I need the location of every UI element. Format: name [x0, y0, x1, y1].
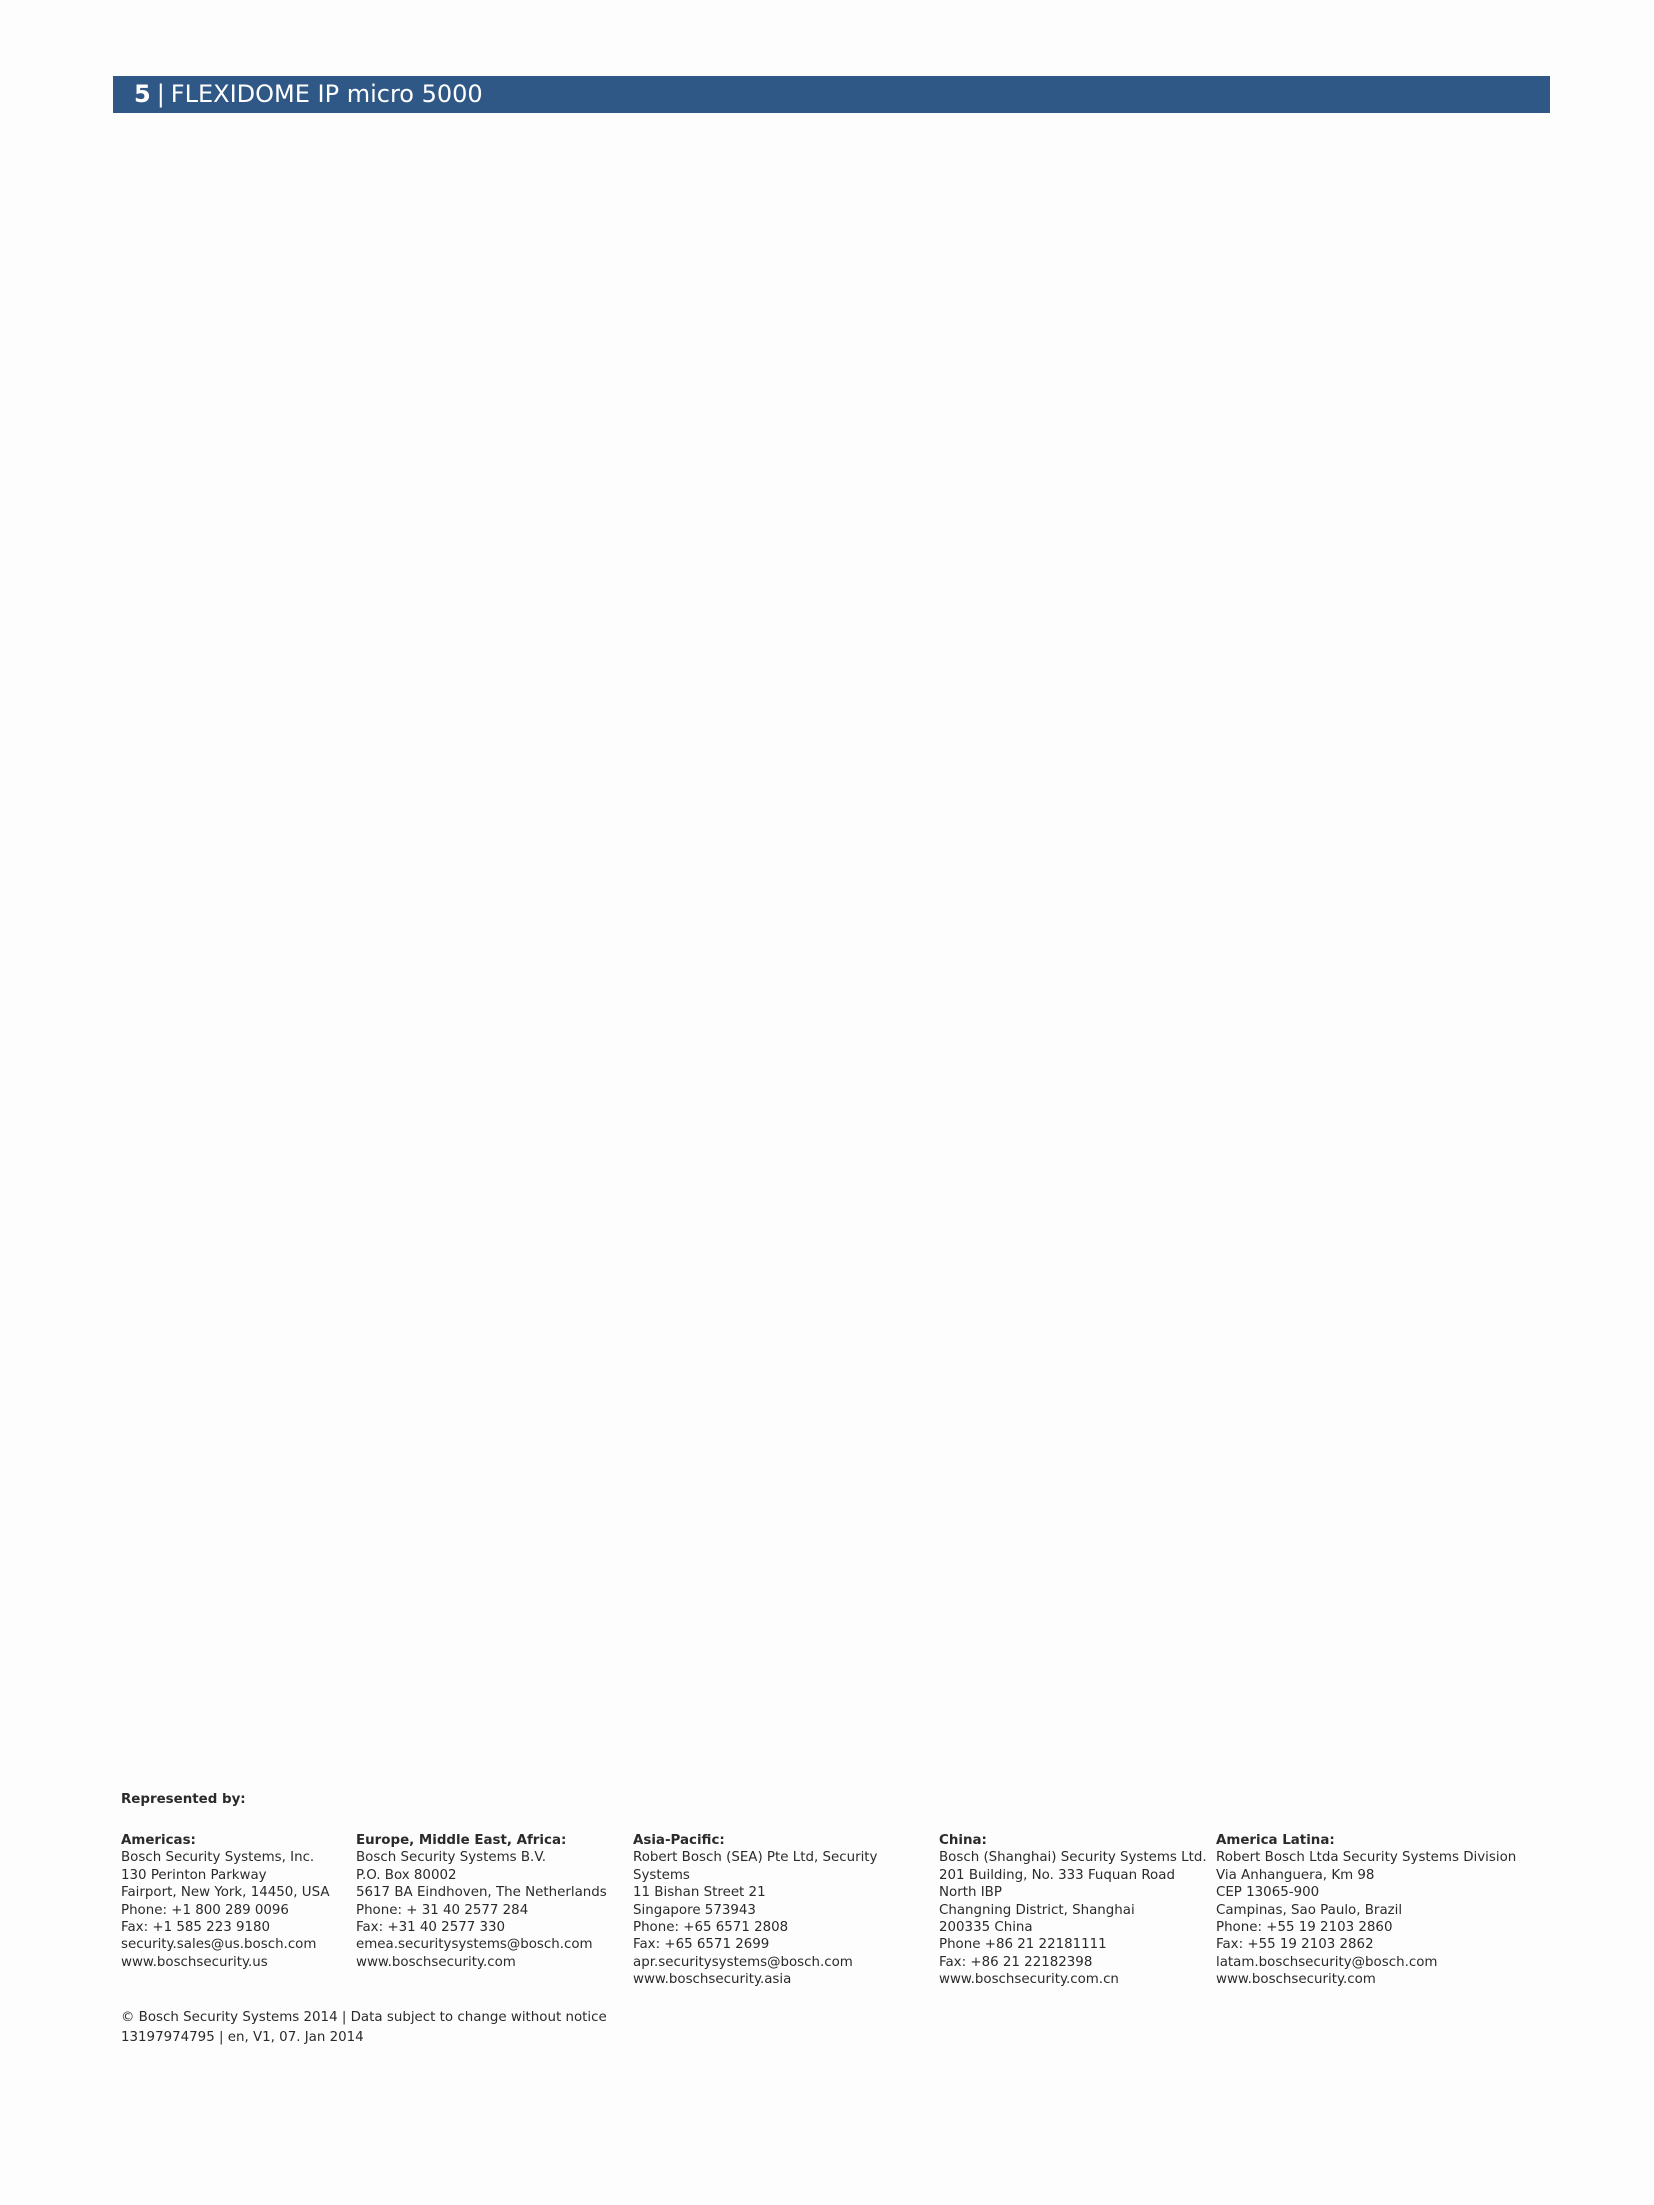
address-line: CEP 13065-900	[1216, 1885, 1320, 1901]
page-number: 5	[134, 80, 151, 108]
address-line: 130 Perinton Parkway	[121, 1867, 267, 1883]
region-title-america-latina: America Latina:	[1216, 1833, 1335, 1848]
regional-contacts	[121, 1832, 1551, 1988]
email-line: security.sales@us.bosch.com	[121, 1937, 317, 1953]
address-line: Singapore 573943	[633, 1902, 756, 1918]
represented-by-label: Represented by:	[121, 1792, 246, 1807]
address-line: Bosch (Shanghai) Security Systems Ltd.	[939, 1850, 1207, 1866]
fax-line: Fax: +65 6571 2699	[633, 1937, 770, 1953]
address-line: Bosch Security Systems B.V.	[356, 1850, 547, 1866]
fax-line: Fax: +86 21 22182398	[939, 1954, 1093, 1970]
email-line: emea.securitysystems@bosch.com	[356, 1937, 593, 1953]
region-title-asia-pacific: Asia-Pacific:	[633, 1833, 725, 1848]
document-title: FLEXIDOME IP micro 5000	[170, 80, 483, 108]
page-header-bar	[113, 76, 1550, 113]
region-title-china: China:	[939, 1833, 987, 1848]
region-asia-pacific	[633, 1832, 877, 1989]
website-line: www.boschsecurity.us	[121, 1954, 268, 1970]
region-america-latina	[1216, 1832, 1516, 1989]
phone-line: Phone: +55 19 2103 2860	[1216, 1920, 1393, 1936]
header-separator: |	[156, 80, 165, 108]
region-emea	[356, 1832, 607, 1971]
phone-line: Phone: +1 800 289 0096	[121, 1902, 289, 1918]
address-line: Bosch Security Systems, Inc.	[121, 1850, 315, 1866]
address-line: Campinas, Sao Paulo, Brazil	[1216, 1902, 1403, 1918]
address-line: Changning District, Shanghai	[939, 1902, 1135, 1918]
address-line: Via Anhanguera, Km 98	[1216, 1867, 1375, 1883]
address-line: 200335 China	[939, 1920, 1033, 1936]
website-line: www.boschsecurity.com.cn	[939, 1972, 1119, 1988]
address-line: North IBP	[939, 1885, 1002, 1901]
phone-line: Phone: +65 6571 2808	[633, 1920, 789, 1936]
document-reference: 13197974795 | en, V1, 07. Jan 2014	[121, 2030, 364, 2045]
address-line: Fairport, New York, 14450, USA	[121, 1885, 330, 1901]
fax-line: Fax: +55 19 2103 2862	[1216, 1937, 1374, 1953]
website-line: www.boschsecurity.com	[1216, 1972, 1376, 1988]
region-title-americas: Americas:	[121, 1833, 196, 1848]
website-line: www.boschsecurity.asia	[633, 1972, 792, 1988]
address-line: Robert Bosch Ltda Security Systems Division	[1216, 1850, 1517, 1866]
region-americas	[121, 1832, 330, 1971]
email-line: apr.securitysystems@bosch.com	[633, 1954, 853, 1970]
contact-footer	[121, 1791, 1551, 2045]
address-line: 201 Building, No. 333 Fuquan Road	[939, 1867, 1175, 1883]
region-china	[939, 1832, 1207, 1989]
address-line: 11 Bishan Street 21	[633, 1885, 766, 1901]
address-line: Robert Bosch (SEA) Pte Ltd, Security	[633, 1850, 878, 1866]
fax-line: Fax: +31 40 2577 330	[356, 1920, 506, 1936]
region-title-emea: Europe, Middle East, Africa:	[356, 1833, 567, 1848]
website-line: www.boschsecurity.com	[356, 1954, 516, 1970]
copyright-notice: © Bosch Security Systems 2014 | Data subject to change without notice	[121, 2010, 607, 2025]
address-line: Systems	[633, 1867, 690, 1883]
email-line: latam.boschsecurity@bosch.com	[1216, 1954, 1438, 1970]
phone-line: Phone: + 31 40 2577 284	[356, 1902, 529, 1918]
address-line: 5617 BA Eindhoven, The Netherlands	[356, 1885, 607, 1901]
phone-line: Phone +86 21 22181111	[939, 1937, 1107, 1953]
address-line: P.O. Box 80002	[356, 1867, 457, 1883]
fax-line: Fax: +1 585 223 9180	[121, 1920, 271, 1936]
